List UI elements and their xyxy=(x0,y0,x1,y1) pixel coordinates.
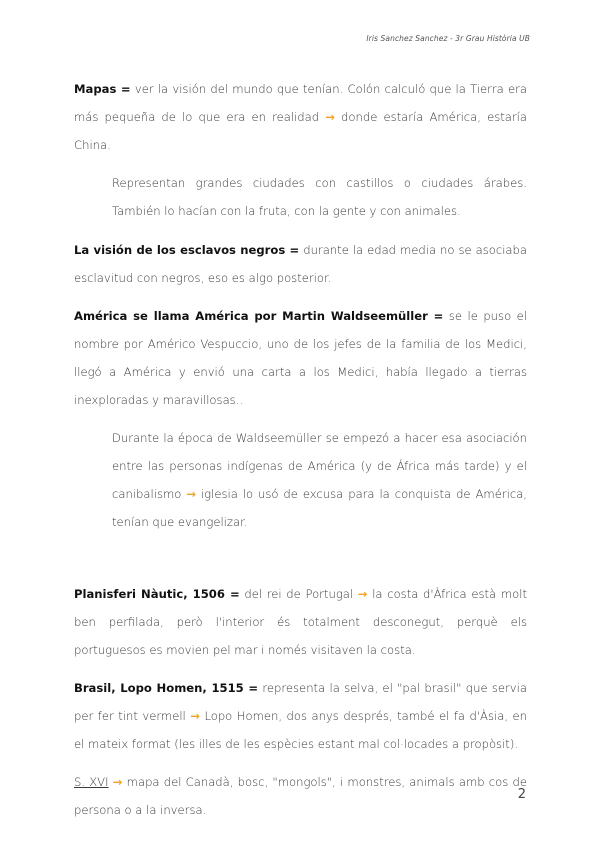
term-mapas: Mapas = xyxy=(74,82,131,96)
paragraph-planisferi: Planisferi Nàutic, 1506 = del rei de Portugal → la costa d'Àfrica està molt ben perfilada, però l'interior és totalment desconegut, perquè els portuguesos es movien pel mar i només visitaven la costa. xyxy=(74,587,527,657)
paragraph-esclavos: La visión de los esclavos negros = durante la edad media no se asociaba esclavitud con negros, eso es algo posterior. xyxy=(74,243,527,285)
arrow-icon: → xyxy=(186,487,197,501)
term-brasil: Brasil, Lopo Homen, 1515 = xyxy=(74,681,259,695)
paragraph-america-detail: Durante la época de Waldseemüller se empezó a hacer esa asociación entre las personas indígenas de América (y de África más tarde) y el canibalismo → iglesia lo usó de excusa para la conquista de América, tenían que evangelizar. xyxy=(112,431,527,529)
arrow-icon: → xyxy=(112,775,123,789)
page-number: 2 xyxy=(517,787,526,802)
paragraph-brasil: Brasil, Lopo Homen, 1515 = representa la selva, el "pal brasil" que servia per fer tint vermell → Lopo Homen, dos anys després, també el fa d'Àsia, en el mateix format (les illes de les espècies estant mal col·locades a propòsit). xyxy=(74,681,527,751)
paragraph-sxvi: S. XVI → mapa del Canadà, bosc, "mongols", i monstres, animals amb cos de persona o a la inversa. xyxy=(74,775,527,817)
arrow-icon: → xyxy=(357,587,368,601)
term-sxvi: S. XVI xyxy=(74,775,109,789)
paragraph-mapas-detail: Representan grandes ciudades con castillos o ciudades árabes. También lo hacían con la fruta, con la gente y con animales. xyxy=(112,176,527,218)
arrow-icon: → xyxy=(190,709,200,723)
term-planisferi: Planisferi Nàutic, 1506 = xyxy=(74,587,240,601)
page-body xyxy=(74,75,527,824)
term-america: América se llama América por Martin Waldseemüller = xyxy=(74,309,444,323)
document-header: Iris Sanchez Sanchez - 3r Grau Història UB xyxy=(366,34,530,43)
paragraph-america: América se llama América por Martin Waldseemüller = se le puso el nombre por Américo Vespuccio, uno de los jefes de la familia de los Medici, llegó a América y envió una carta a los Medici, había llegado a tierras inexploradas y maravillosas.. xyxy=(74,309,527,407)
paragraph-mapas: Mapas = ver la visión del mundo que tenían. Colón calculó que la Tierra era más pequeña de lo que era en realidad → donde estaría América, estaría China. xyxy=(74,82,527,152)
term-esclavos: La visión de los esclavos negros = xyxy=(74,243,300,257)
arrow-icon: → xyxy=(325,110,335,124)
